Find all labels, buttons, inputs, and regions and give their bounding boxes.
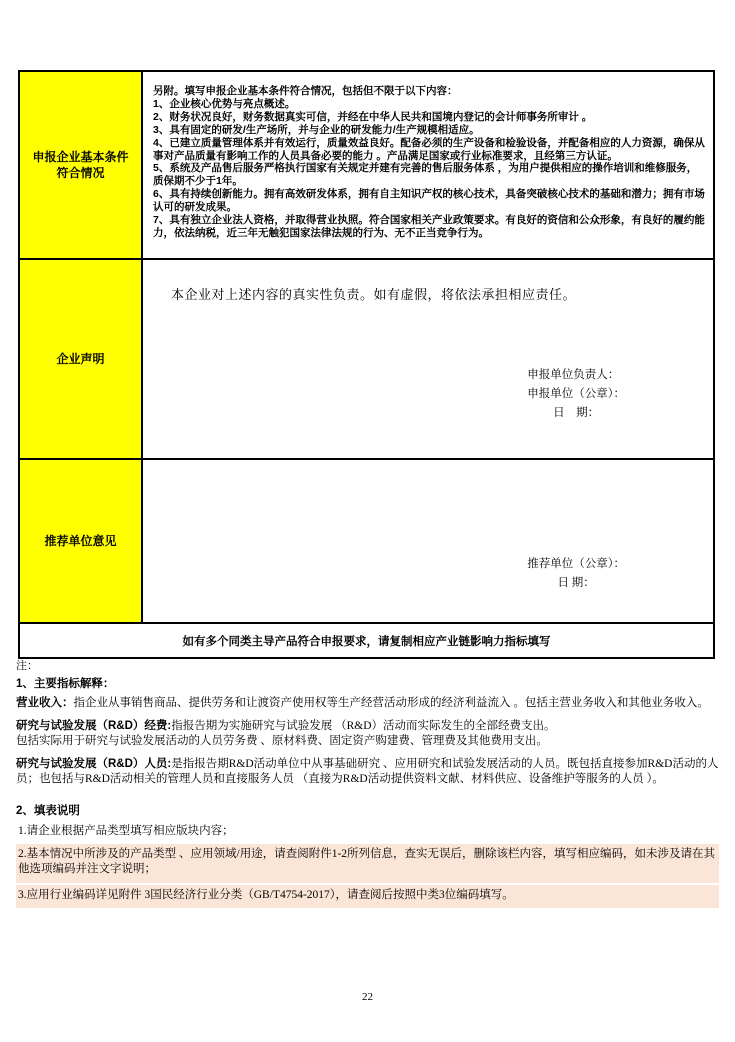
fill-instruction-3: 3.应用行业编码详见附件 3国民经济行业分类（GB/T4754-2017），请查阅后按照中类3位编码填写。: [16, 885, 719, 909]
fill-instructions-title: 2、填表说明: [16, 804, 80, 817]
conditions-intro: 另附。填写申报企业基本条件符合情况，包括但不限于以下内容：: [153, 85, 458, 97]
basic-conditions-label: 申报企业基本条件符合情况: [20, 72, 143, 258]
signature-line: 日 期：: [553, 407, 600, 419]
signature-line: 推荐单位（公章）：: [527, 558, 625, 570]
enterprise-declaration-label: 企业声明: [20, 260, 143, 458]
declaration-signature-block: [527, 366, 625, 423]
condition-item: 5、系统及产品售后服务严格执行国家有关规定并建有完善的售后服务体系 ，为用户提供相应的操作培训和维修服务，质保期不少于1年。: [153, 162, 698, 188]
definition-rd-expenditure: 研究与试验发展（R&D）经费:指报告期为实施研究与试验发展 （R&D）活动而实际发生的全部经费支出。 包括实际用于研究与试验发展活动的人员劳务费 、原材料费、固定资产购建费、管理费及其他费用支出。: [16, 719, 556, 747]
recommending-unit-content: [143, 460, 713, 622]
condition-item: 2、财务状况良好，财务数据真实可信，并经在中华人民共和国境内登记的会计师事务所审计 。: [153, 110, 593, 123]
row-duplicate-product-note: [20, 624, 713, 657]
fill-instruction-1: 1.请企业根据产品类型填写相应版块内容；: [18, 825, 234, 837]
indicator-explanation-title: 1、主要指标解释：: [16, 677, 115, 690]
row-recommending-unit-opinion: [20, 460, 713, 624]
condition-item: 6、具有持续创新能力。拥有高效研发体系，拥有自主知识产权的核心技术，具备突破核心技术的基础和潜力；拥有市场认可的研发成果。: [153, 188, 705, 214]
notes-label: 注：: [16, 660, 38, 672]
application-form-table: [18, 70, 715, 659]
definition-rd-personnel: 研究与试验发展（R&D）人员:是指报告期R&D活动单位中从事基础研究 、应用研究和试验发展活动的人员。既包括直接参加R&D活动的人员；也包括与R&D活动相关的管理人员和直接服务人员 （直接为R&D活动提供资料文献、材料供应、设备维护等服务的人员 ）。: [16, 757, 719, 785]
condition-item: 4、已建立质量管理体系并有效运行，质量效益良好。配备必须的生产设备和检验设备，并配备相应的人力资源，确保从事对产品质量有影响工作的人员具备必要的能力 。产品满足国家或行业标准要求，且经第三方认证。: [153, 136, 705, 162]
basic-conditions-content: [143, 72, 713, 258]
conditions-list: [153, 98, 705, 240]
signature-line: 申报单位负责人：: [527, 369, 620, 381]
recommending-unit-label: 推荐单位意见: [20, 460, 143, 622]
recommendation-signature-block: [527, 555, 625, 593]
condition-item: 7、具有独立企业法人资格，并取得营业执照。符合国家相关产业政策要求。有良好的资信和公众形象，有良好的履约能力，依法纳税，近三年无触犯国家法律法规的行为、无不正当竞争行为。: [153, 214, 705, 239]
row-basic-conditions: [20, 72, 713, 260]
signature-line: 申报单位（公章）：: [527, 388, 625, 400]
page-number: 22: [362, 991, 373, 1003]
duplicate-product-note: 如有多个同类主导产品符合申报要求，请复制相应产业链影响力指标填写: [182, 635, 551, 648]
notes-section: [16, 659, 719, 910]
fill-instruction-2: 2.基本情况中所涉及的产品类型 、应用领域/用途，请查阅附件1-2所列信息，查实无误后，删除该栏内容，填写相应编码，如未涉及请在其他选项编码并注文字说明；: [16, 844, 719, 883]
enterprise-declaration-content: [143, 260, 713, 458]
signature-line: 日 期：: [557, 577, 595, 589]
condition-item: 3、具有固定的研发/生产场所，并与企业的研发能力/生产规模相适应。: [153, 123, 480, 136]
row-enterprise-declaration: [20, 260, 713, 460]
declaration-statement: 本企业对上述内容的真实性负责。如有虚假，将依法承担相应责任。: [171, 287, 577, 302]
condition-item: 1、企业核心优势与亮点概述。: [153, 97, 296, 110]
definition-operating-revenue: 营业收入：指企业从事销售商品、提供劳务和让渡资产使用权等生产经营活动形成的经济利益流入 。包括主营业务收入和其他业务收入。: [16, 697, 709, 709]
